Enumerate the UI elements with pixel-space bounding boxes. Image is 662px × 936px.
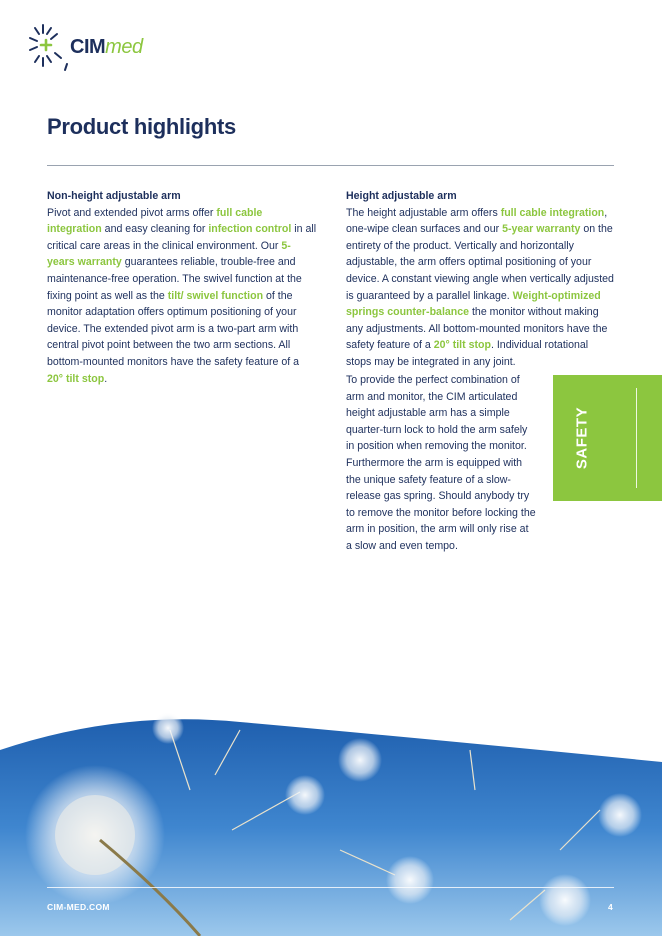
- footer-divider: [47, 887, 614, 888]
- brand-med: med: [105, 36, 143, 58]
- highlight-text: 20° tilt stop: [433, 339, 491, 352]
- body-text: . Individual rotational stops may be integrated in any joint.: [346, 339, 589, 368]
- body-text: and easy cleaning for: [101, 223, 209, 236]
- highlight-text: 5-year warranty: [502, 223, 581, 236]
- body-text: in all critical care areas in the clinical environment. Our: [47, 223, 317, 252]
- right-column-heading: Height adjustable arm: [346, 190, 457, 202]
- highlight-text: infection control: [208, 223, 292, 236]
- title-divider: [47, 165, 614, 166]
- right-column-body: [346, 205, 616, 371]
- highlight-text: full cable integration: [500, 206, 605, 219]
- safety-sidebar-line: [636, 388, 637, 488]
- footer-page-number: 4: [608, 902, 613, 912]
- body-text: The height adjustable arm offers: [346, 206, 501, 219]
- left-column-heading: Non-height adjustable arm: [47, 190, 181, 202]
- highlight-text: tilt/ swivel function: [167, 289, 264, 302]
- left-column-body: [47, 205, 317, 388]
- body-text: guarantees reliable, trouble-free and maintenance-free operation. The swivel function at the fixing point as well as the: [47, 256, 302, 302]
- right-column: [346, 188, 616, 371]
- highlight-text: full cable integration: [47, 206, 263, 236]
- body-text: , one-wipe clean surfaces and our: [346, 206, 608, 236]
- footer-website: CIM-MED.COM: [47, 902, 110, 912]
- body-text: .: [104, 372, 108, 385]
- safety-sidebar: [553, 375, 662, 501]
- left-column: [47, 188, 317, 387]
- brand-cim: CIM: [70, 36, 106, 58]
- page-title: Product highlights: [47, 114, 236, 139]
- dandelion-sky-image: [0, 700, 662, 936]
- highlight-text: 20° tilt stop: [47, 372, 105, 385]
- highlight-text: 5-years warranty: [47, 239, 291, 269]
- safety-paragraph: To provide the perfect combination of arm and monitor, the CIM articulated height adjustable arm has a simple quarter-turn lock to hold the arm safely in position when removing the monitor. Furthermore the arm is equipped with the unique safety feature of a slow-release gas spring. Should anybody try to remove the monitor before locking the arm in position, the arm will only rise at a slow and even tempo.: [346, 374, 536, 552]
- body-text: Pivot and extended pivot arms offer: [47, 206, 217, 219]
- body-text: of the monitor adaptation offers optimum positioning of your device. The extended pivot arm is a two-part arm with central pivot point between the two arm sections. All bottom-mounted monitors have the safety feature of a: [47, 289, 300, 368]
- body-text: on the entirety of the product. Vertically and horizontally adjustable, the arm offers optimal positioning of your device. A constant viewing angle when vertically adjusted is guaranteed by a parallel linkage.: [346, 223, 614, 302]
- brand-wordmark: [70, 36, 143, 59]
- highlight-text: Weight-optimized springs counter-balance: [346, 289, 601, 319]
- body-text: the monitor without making any adjustments. All bottom-mounted monitors have the safety feature of a: [346, 306, 608, 352]
- safety-label: SAFETY: [573, 406, 591, 470]
